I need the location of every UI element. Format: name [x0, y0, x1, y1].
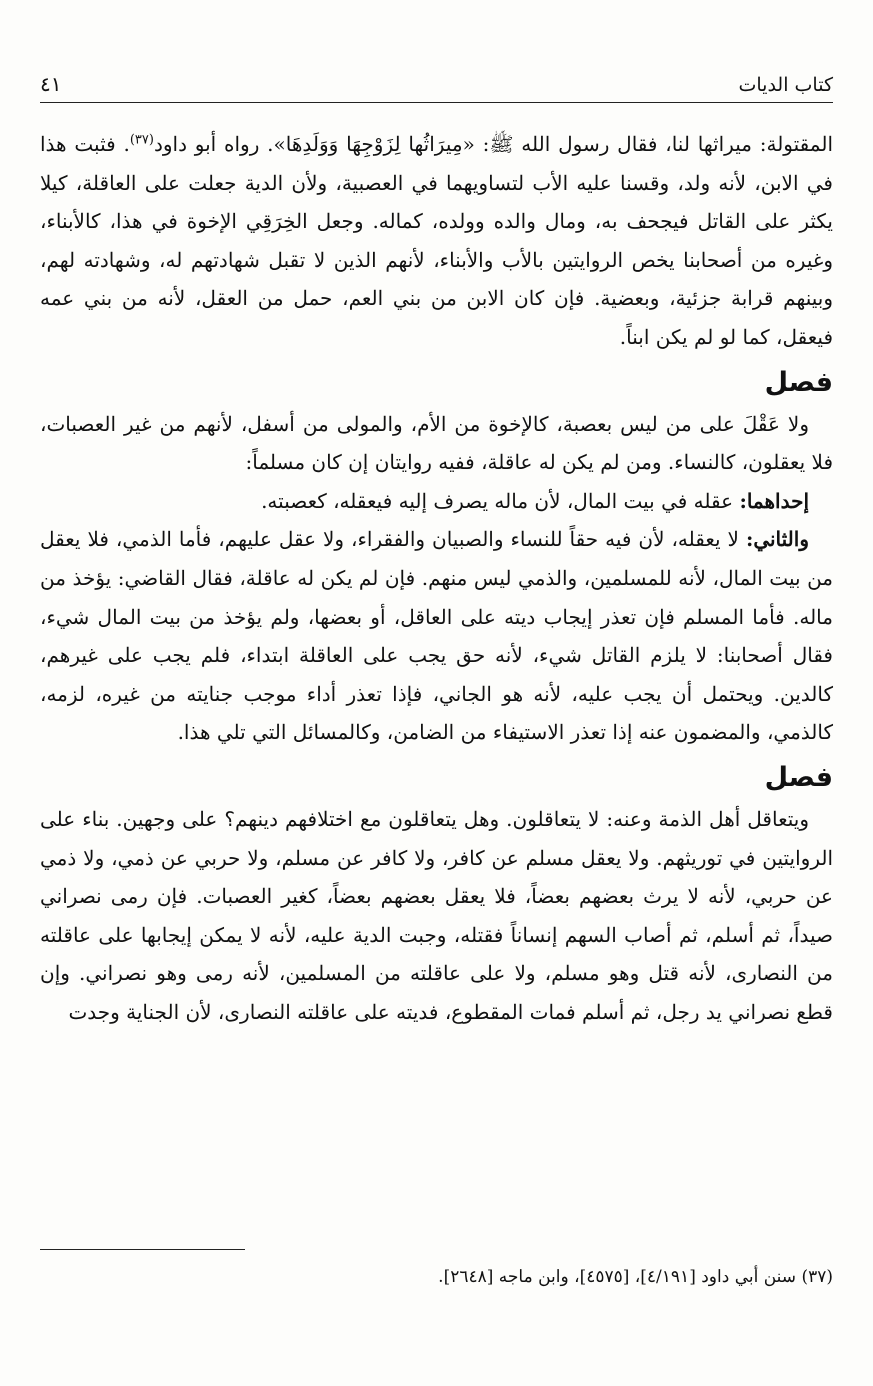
footnote-reference[interactable]: (٣٧) — [129, 132, 154, 148]
paragraph: ويتعاقل أهل الذمة وعنه: لا يتعاقلون. وهل يتعاقلون مع اختلافهم دينهم؟ على وجهين. بناء على الروايتين في توريثهم. ولا يعقل مسلم عن كافر، ولا كافر عن مسلم، ولا حربي عن ذمي، ولا ذمي عن حربي، لأنه لا يرث بعضهم بعضاً، فلا يعقل بعضهم بعضاً، كغير العصبات. فإن رمى نصراني صيداً، ثم أسلم، ثم أصاب السهم إنساناً فقتله، وجبت الدية عليه، لأنه لا يمكن إيجابها على عاقلته من النصارى، لأنه قتل وهو مسلم، ولا على عاقلته من المسلمين، لأنه رمى وهو نصراني. وإن قطع نصراني يد رجل، ثم أسلم فمات المقطوع، فديته على عاقلته النصارى، لأن الجناية وجدت — [40, 806, 834, 1024]
paragraph: ولا عَقْلَ على من ليس بعصبة، كالإخوة من الأم، والمولى من أسفل، لأنهم من غير العصبات، فلا يعقلون، كالنساء. ومن لم يكن له عاقلة، ففيه روايتان إن كان مسلماً: — [40, 411, 833, 475]
paragraph-lead: والثاني: — [745, 527, 809, 552]
book-page — [40, 0, 833, 1386]
running-header — [40, 62, 833, 103]
paragraph-text: لا يعقله، لأن فيه حقاً للنساء والصبيان والفقراء، ولا عقل عليهم، فأما الذمي، فلا يعقل من بيت المال، لأنه للمسلمين، والذمي ليس منهم. فإن لم يكن له عاقلة، فقال القاضي: يؤخذ من ماله. فأما المسلم فإن تعذر إيجاب ديته على العاقل، أو بعضها، ولم يؤخذ من بيت المال شيء، فقال أصحابنا: لا يلزم القاتل شيء، لأنه حق يجب على العاقلة ابتداء، فلم يجب على غيرهم، كالدين. ويحتمل أن يجب عليه، لأنه هو الجاني، فإذا تعذر أداء موجب جنايته من غيره، لزمه، كالذمي، والمضمون عنه إذا تعذر الاستيفاء من الضامن، وكالمسائل التي تلي هذا. — [40, 527, 833, 745]
main-text — [40, 125, 833, 1031]
section-heading: فصل — [764, 761, 833, 793]
chapter-title: كتاب الديات — [738, 74, 833, 96]
paragraph — [40, 520, 833, 752]
paragraph — [40, 482, 833, 521]
paragraph-lead: إحداهما: — [739, 488, 809, 513]
footnote: (٣٧) سنن أبي داود [٤/١٩١]، [٤٥٧٥]، وابن ماجه [٢٦٤٨]. — [438, 1267, 833, 1287]
paragraph-text: . فثبت هذا في الابن، لأنه ولد، وقسنا عليه الأب لتساويهما في العصبية، ولأن الدية جعلت على العاقلة، كيلا يكثر على القاتل فيجحف به، ومال والده وولده، كماله. وجعل الخِرَقِي الإخوة في هذا، كالأبناء، وغيره من أصحابنا يخص الروايتين بالأب والأبناء، لأنهم الذين لا تقبل شهادتهم له، وشهادته لهم، وبينهم قرابة جزئية، وبعضية. فإن كان الابن من بني العم، حمل من العقل، لأنه من بني عمه فيعقل، كما لو لم يكن ابناً. — [40, 132, 833, 349]
page-number: ٤١ — [40, 72, 62, 96]
paragraph-text: المقتولة: ميراثها لنا، فقال رسول الله ﷺ: «مِيرَاثُها لِزَوْجِهَا وَوَلَدِهَا». رواه أبو داود — [153, 132, 833, 156]
footnote-divider — [40, 1249, 245, 1250]
section-heading: فصل — [764, 366, 833, 398]
paragraph-text: عقله في بيت المال، لأن ماله يصرف إليه فيعقله، كعصبته. — [261, 488, 740, 513]
paragraph — [40, 125, 833, 357]
